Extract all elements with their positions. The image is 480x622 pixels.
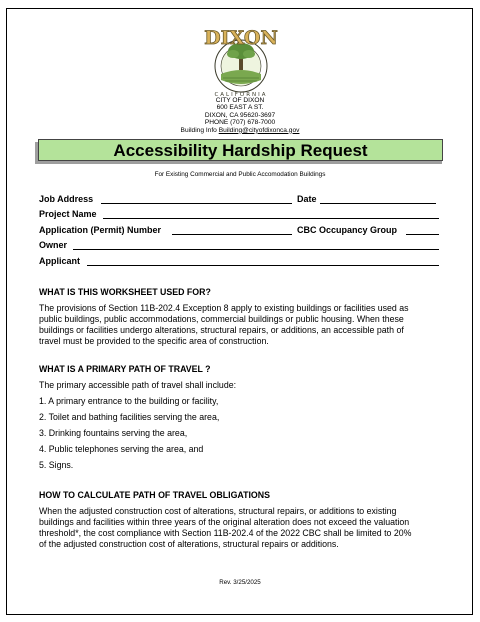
city-name: CITY OF DIXON: [215, 97, 265, 104]
paragraph-line: buildings or facilities undergo alterations, structural repairs, or additions, an accessible path of: [39, 324, 404, 335]
owner-field[interactable]: [73, 249, 439, 250]
applicant-field[interactable]: [87, 265, 439, 266]
paragraph-line: of the adjusted construction cost of alterations, structural repairs or additions.: [39, 538, 339, 549]
section-worksheet-paragraph: [39, 303, 444, 347]
application-number-field[interactable]: [172, 234, 292, 235]
address-block: [0, 97, 480, 134]
list-item: 5. Signs.: [39, 460, 74, 470]
list-item: 1. A primary entrance to the building or facility,: [39, 396, 219, 406]
section-primary-path-heading: WHAT IS A PRIMARY PATH OF TRAVEL ?: [39, 364, 211, 374]
project-name-label: Project Name: [39, 209, 97, 219]
occupancy-group-label: CBC Occupancy Group: [297, 225, 398, 235]
street-address: 600 EAST A ST.: [216, 104, 264, 112]
application-number-label: Application (Permit) Number: [39, 225, 162, 235]
section-worksheet-heading: WHAT IS THIS WORKSHEET USED FOR?: [39, 287, 211, 297]
phone-number: PHONE (707) 678-7000: [204, 119, 276, 127]
primary-path-intro: The primary accessible path of travel shall include:: [39, 380, 237, 390]
revision-date: Rev. 3/25/2025: [219, 579, 261, 586]
building-email-link[interactable]: Building@cityofdixonca.gov: [218, 126, 300, 134]
date-field[interactable]: [320, 203, 436, 204]
paragraph-line: The provisions of Section 11B-202.4 Exception 8 apply to existing buildings or facilities used as: [39, 303, 409, 313]
owner-label: Owner: [39, 240, 68, 250]
section-calculate-paragraph: [39, 506, 444, 550]
city-state-zip: DIXON, CA 95620-3697: [204, 111, 276, 119]
page-subtitle: For Existing Commercial and Public Accomodation Buildings: [154, 171, 326, 178]
applicant-label: Applicant: [39, 256, 81, 266]
occupancy-group-field[interactable]: [406, 234, 439, 235]
date-label: Date: [297, 194, 317, 204]
paragraph-line: buildings and facilities within three years of the original alteration does not exceed the valuation: [39, 516, 410, 527]
svg-text:DIXON: DIXON: [204, 27, 278, 49]
paragraph-line: travel must be provided to the specific area of construction.: [39, 335, 269, 346]
list-item: 4. Public telephones serving the area, and: [39, 444, 204, 454]
building-info-label: Building Info: [180, 126, 217, 134]
job-address-field[interactable]: [101, 203, 292, 204]
paragraph-line: public buildings, public accommodations, commercial buildings or public housing. When these: [39, 313, 404, 324]
section-calculate-heading: HOW TO CALCULATE PATH OF TRAVEL OBLIGATIONS: [39, 490, 270, 500]
page-title: Accessibility Hardship Request: [38, 139, 443, 161]
list-item: 3. Drinking fountains serving the area,: [39, 428, 188, 438]
project-name-field[interactable]: [103, 218, 439, 219]
paragraph-line: When the adjusted construction cost of alterations, structural repairs, or additions to existing: [39, 506, 397, 516]
job-address-label: Job Address: [39, 194, 94, 204]
dixon-city-seal-logo: [198, 22, 284, 98]
list-item: 2. Toilet and bathing facilities serving the area,: [39, 412, 220, 422]
building-info-line: [0, 127, 480, 134]
svg-text:CALIFORNIA: CALIFORNIA: [214, 92, 268, 98]
paragraph-line: threshold*, the cost compliance with Section 11B-202.4 of the 2022 CBC shall be limited to 20%: [39, 527, 412, 538]
